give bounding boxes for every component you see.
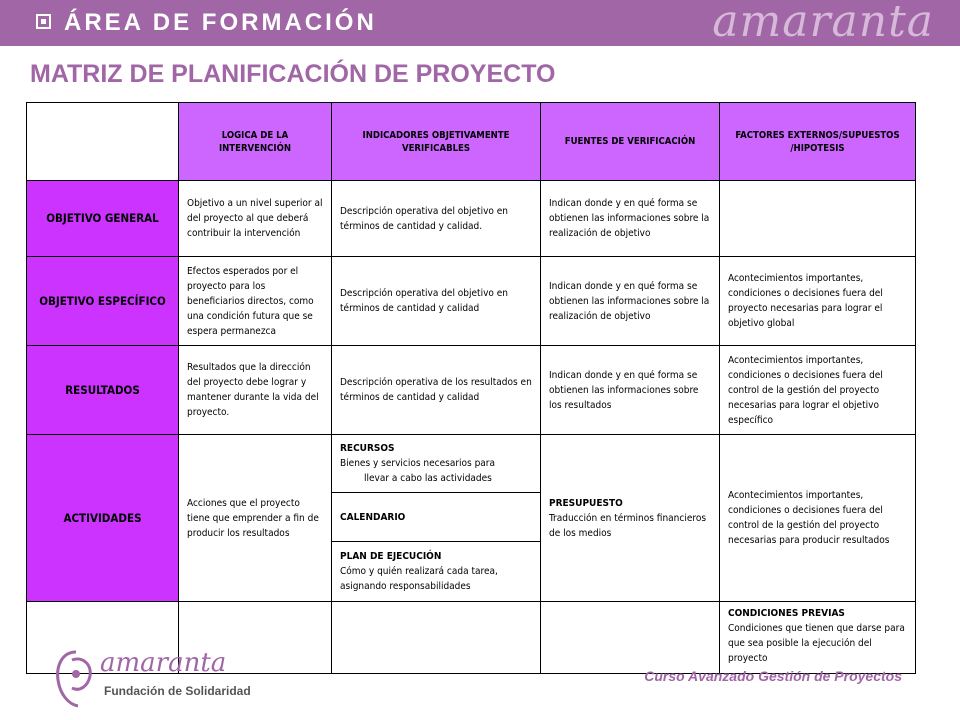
recursos-text-line2: llevar a cabo las actividades (364, 473, 492, 484)
row-header-objetivo-especifico: OBJETIVO ESPECÍFICO (26, 256, 179, 346)
col-header-sources: FUENTES DE VERIFICACIÓN (540, 102, 720, 181)
col-header-indicators: INDICADORES OBJETIVAMENTE VERIFICABLES (331, 102, 541, 181)
resultados-logic: Resultados que la dirección del proyecto debe lograr y mantener durante la vida del proyecto. (178, 345, 332, 435)
presupuesto-cell (540, 434, 720, 602)
previas-empty-4 (540, 601, 720, 674)
condiciones-previas-cell (719, 601, 916, 674)
resultados-sources: Indican donde y en qué forma se obtienen las informaciones sobre los resultados (540, 345, 720, 435)
presupuesto-title: PRESUPUESTO (549, 497, 623, 509)
general-logic: Objetivo a un nivel superior al del proyecto al que deberá contribuir la intervención (178, 180, 332, 257)
table-corner-cell (26, 102, 179, 181)
resultados-external: Acontecimientos importantes, condiciones o decisiones fuera del control de la gestión del proyecto necesarias para lograr el objetivo específico (719, 345, 916, 435)
plan-ejecucion-text: Cómo y quién realizará cada tarea, asignando responsabilidades (340, 566, 498, 592)
resultados-indicators: Descripción operativa de los resultados en términos de cantidad y calidad (331, 345, 541, 435)
especifico-indicators: Descripción operativa del objetivo en términos de cantidad y calidad (331, 256, 541, 346)
section-square-icon (36, 14, 51, 29)
actividades-external: Acontecimientos importantes, condiciones o decisiones fuera del control de la gestión del proyecto necesarias para producir resultados (719, 434, 916, 602)
recursos-title: RECURSOS (340, 443, 395, 454)
col-header-external: FACTORES EXTERNOS/SUPUESTOS /HIPOTESIS (719, 102, 916, 181)
recursos-text-line1: Bienes y servicios necesarios para (340, 458, 496, 469)
especifico-logic: Efectos esperados por el proyecto para los beneficiarios directos, como una condición futura que se espera permanezca (178, 256, 332, 346)
row-header-actividades: ACTIVIDADES (26, 434, 179, 602)
logo-subtitle: Fundación de Solidaridad (104, 684, 251, 698)
condiciones-previas-title: CONDICIONES PREVIAS (728, 608, 845, 619)
actividades-logic: Acciones que el proyecto tiene que emprender a fin de producir los resultados (178, 434, 332, 602)
row-header-resultados: RESULTADOS (26, 345, 179, 435)
brand-logo-text: amaranta (712, 0, 934, 47)
especifico-sources: Indican donde y en qué forma se obtienen las informaciones sobre la realización de objetivo (540, 256, 720, 346)
recursos-cell (331, 434, 541, 493)
general-external (719, 180, 916, 257)
calendario-cell: CALENDARIO (331, 492, 541, 542)
logo-figure-icon (54, 646, 98, 708)
col-header-logic: LOGICA DE LA INTERVENCIÓN (178, 102, 332, 181)
general-sources: Indican donde y en qué forma se obtienen las informaciones sobre la realización de objetivo (540, 180, 720, 257)
presupuesto-text: Traducción en términos financieros de los medios (549, 512, 707, 539)
condiciones-previas-text: Condiciones que tienen que darse para que sea posible la ejecución del proyecto (728, 623, 905, 664)
previas-empty-3 (331, 601, 541, 674)
general-indicators: Descripción operativa del objetivo en términos de cantidad y calidad. (331, 180, 541, 257)
section-title: ÁREA DE FORMACIÓN (64, 9, 377, 36)
row-header-objetivo-general: OBJETIVO GENERAL (26, 180, 179, 257)
amaranta-logo (54, 646, 254, 710)
plan-ejecucion-cell (331, 541, 541, 602)
logo-brand-name: amaranta (100, 648, 227, 678)
especifico-external: Acontecimientos importantes, condiciones o decisiones fuera del proyecto necesarias para lograr el objetivo global (719, 256, 916, 346)
page-title: MATRIZ DE PLANIFICACIÓN DE PROYECTO (30, 60, 556, 88)
plan-ejecucion-title: PLAN DE EJECUCIÓN (340, 551, 442, 562)
course-name: Curso Avanzado Gestión de Proyectos (644, 668, 902, 684)
header-bar (0, 0, 960, 46)
